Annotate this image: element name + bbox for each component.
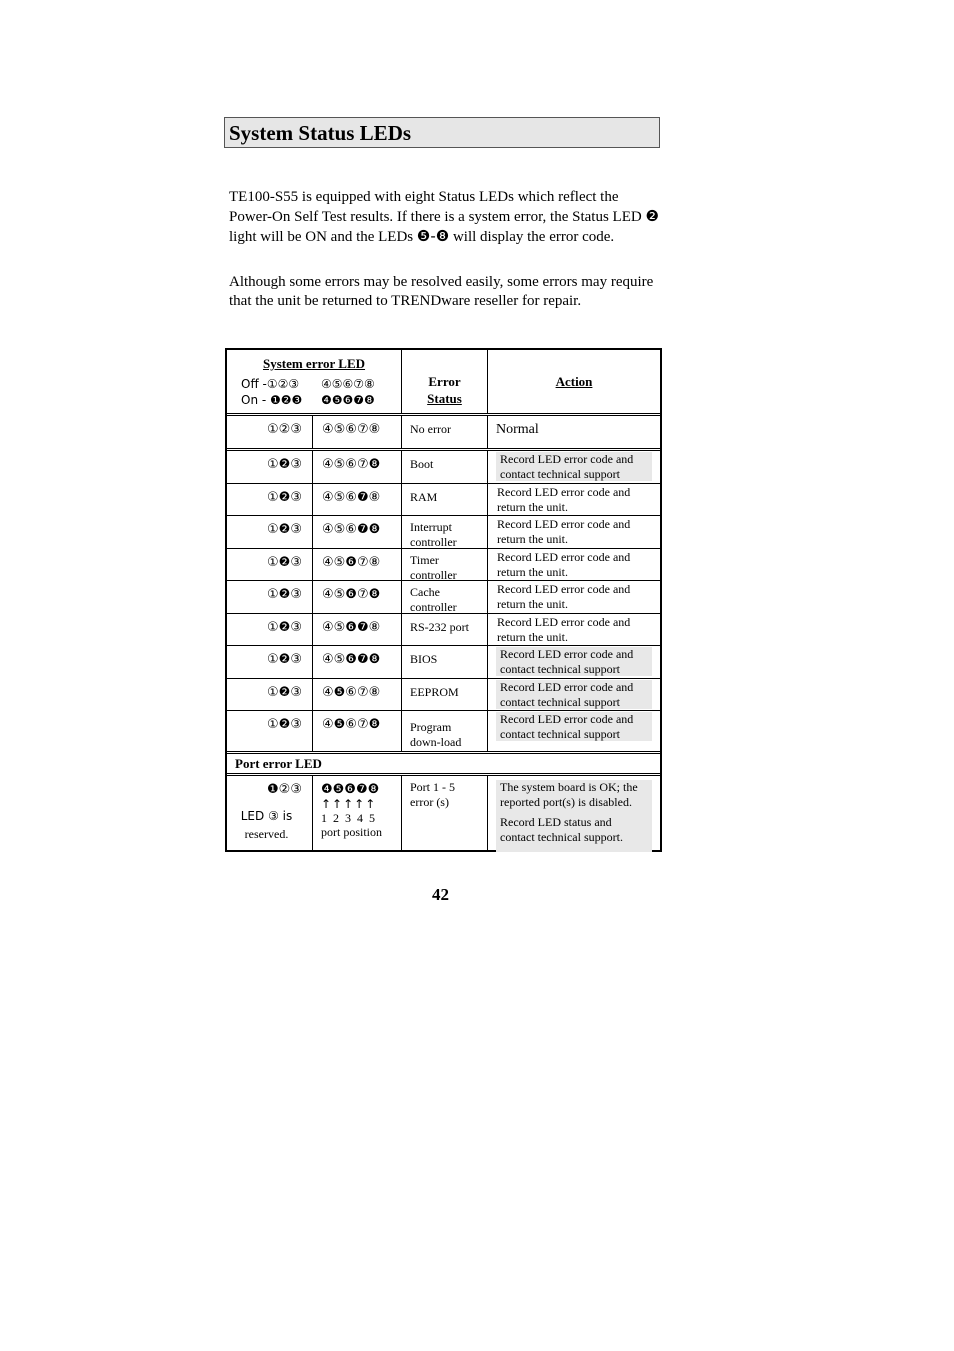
off-legend-leds: ④⑤⑥⑦⑧: [321, 377, 375, 391]
repair-paragraph: Although some errors may be resolved easily, some errors may require that the unit be returned to TRENDware reseller for repair.: [229, 274, 654, 309]
led-group-b: ④⑤❻⑦❽: [313, 581, 402, 615]
led-group-a: ①❷③: [227, 614, 313, 646]
title-box: [224, 117, 660, 148]
led-group-b: ④⑤⑥❼❽: [313, 516, 402, 550]
action-line-2: return the unit.: [497, 597, 568, 611]
system-error-led-label: System error LED: [262, 356, 366, 371]
intro-text-b: light will be ON and the LEDs: [229, 229, 417, 245]
port-led-group-b: [313, 776, 402, 852]
intro-paragraph: [229, 188, 659, 247]
error-status: No error: [402, 416, 488, 448]
led-group-b: ④❺⑥⑦❽: [313, 711, 402, 751]
action-header: Action: [555, 374, 593, 389]
status-line-1: Program: [410, 720, 452, 734]
off-legend: Off -①②③: [241, 377, 300, 391]
reserved-note-line-1: LED ③ is: [240, 809, 293, 823]
table-row: [227, 416, 660, 451]
port-status-line-2: error (s): [410, 795, 449, 809]
action-line-2: contact technical support: [500, 694, 620, 709]
led-group-a: ①❷③: [227, 549, 313, 583]
port-led-group-a: [227, 776, 313, 852]
led-group-b: ④⑤⑥⑦⑧: [313, 416, 402, 448]
table-row: [227, 646, 660, 679]
port-action-a2: reported port(s) is disabled.: [500, 795, 632, 809]
action-cell: [488, 581, 660, 615]
action-cell: [488, 516, 660, 550]
led-range-symbol: ❺-❽: [416, 227, 450, 245]
on-legend: On - ❶❷❸: [241, 393, 303, 407]
status-header-text: Status: [427, 391, 462, 406]
action-line-1: Record LED error code and: [497, 549, 631, 564]
led-group-b: ④⑤❻❼❽: [313, 646, 402, 678]
led-group-b: ④❺⑥⑦⑧: [313, 679, 402, 711]
table-row: [227, 516, 660, 549]
led-group-a: ①②③: [227, 416, 313, 448]
table-header-row: [227, 350, 660, 416]
port-error-led-label: Port error LED: [227, 754, 660, 776]
action-cell: [488, 484, 660, 516]
action-line-2: contact technical support: [500, 467, 620, 481]
error-status: [402, 549, 488, 583]
action-cell: [488, 549, 660, 583]
error-header-text: Error: [428, 374, 461, 389]
error-status: BIOS: [402, 646, 488, 678]
action-cell: [488, 646, 660, 678]
error-status-header: [402, 350, 488, 413]
action-line-2: return the unit.: [497, 532, 568, 546]
led-group-a: ①❷③: [227, 581, 313, 615]
on-legend-leds: ❹❺❻❼❽: [321, 393, 375, 407]
action-cell: [488, 614, 660, 646]
led-group-a: ①❷③: [227, 679, 313, 711]
action-line-1: Record LED error code and: [500, 679, 634, 694]
action-line-1: Record LED error code and: [497, 517, 631, 531]
port-led-a-symbols: ❶②③: [267, 782, 302, 797]
table-row: [227, 451, 660, 484]
action-cell: [488, 451, 660, 483]
error-status: RAM: [402, 484, 488, 516]
led-2-symbol: ❷: [645, 207, 659, 225]
action-line-1: Record LED error code and: [500, 712, 634, 726]
table-row: [227, 581, 660, 614]
status-line-2: controller: [410, 535, 457, 549]
reserved-note-line-2: reserved.: [244, 827, 289, 841]
led-group-a: ①❷③: [227, 516, 313, 550]
led-group-a: ①❷③: [227, 451, 313, 483]
status-line-1: Interrupt: [410, 520, 452, 534]
error-status: [402, 581, 488, 615]
port-position-label: port position: [321, 825, 383, 839]
action-line-2: contact technical support: [500, 662, 620, 676]
error-status: [402, 711, 488, 751]
action-line-1: Record LED error code and: [497, 484, 631, 499]
action-text: Normal: [496, 422, 539, 437]
led-group-b: ④⑤⑥❼⑧: [313, 484, 402, 516]
table-row: [227, 484, 660, 517]
port-arrows: ↑↑↑↑↑: [321, 797, 377, 811]
system-error-led-header: [227, 350, 402, 413]
action-line-2: contact technical support: [500, 727, 620, 741]
page-title: System Status LEDs: [229, 121, 412, 145]
intro-text-a: TE100-S55 is equipped with eight Status LEDs which reflect the Power-On Self Test results. If there is a system error, the Status LED: [229, 189, 646, 225]
led-group-b: ④⑤❻⑦⑧: [313, 549, 402, 583]
action-line-1: Record LED error code and: [497, 614, 631, 629]
port-positions: 1 2 3 4 5: [321, 811, 375, 825]
port-error-row: [227, 776, 660, 850]
action-line-2: return the unit.: [497, 499, 568, 514]
led-group-a: ①❷③: [227, 484, 313, 516]
port-status-line-1: Port 1 - 5: [410, 780, 455, 794]
table-row: [227, 679, 660, 712]
led-group-a: ①❷③: [227, 711, 313, 751]
action-line-1: Record LED error code and: [497, 582, 631, 596]
status-line-2: down-load: [410, 735, 462, 749]
led-group-b: ④⑤⑥⑦❽: [313, 451, 402, 483]
status-line-1: Cache: [410, 585, 440, 599]
port-action-b1: Record LED status and: [500, 815, 612, 829]
error-status: Boot: [402, 451, 488, 483]
error-status: EEPROM: [402, 679, 488, 711]
status-line-1: Timer: [410, 552, 439, 567]
led-group-a: ①❷③: [227, 646, 313, 678]
action-cell: [488, 679, 660, 711]
error-status: [402, 516, 488, 550]
status-led-table: [225, 348, 662, 852]
led-group-b: ④⑤❻❼⑧: [313, 614, 402, 646]
status-line-2: controller: [410, 600, 457, 614]
table-row: [227, 549, 660, 582]
action-line-2: return the unit.: [497, 564, 568, 579]
port-action-b2: contact technical support.: [500, 830, 623, 844]
port-error-status: [402, 776, 488, 852]
action-cell: [488, 711, 660, 751]
table-row: [227, 614, 660, 647]
port-led-b-symbols: ❹❺❻❼❽: [321, 782, 380, 797]
page-number: 42: [432, 885, 449, 904]
port-action-cell: [488, 776, 660, 852]
intro-text-c: will display the error code.: [449, 229, 615, 245]
status-line-2: controller: [410, 567, 457, 582]
action-line-1: Record LED error code and: [500, 647, 634, 661]
error-status: RS-232 port: [402, 614, 488, 646]
action-line-1: Record LED error code and: [500, 452, 634, 466]
action-line-2: return the unit.: [497, 629, 568, 644]
port-action-a1: The system board is OK; the: [500, 780, 638, 794]
table-row: [227, 711, 660, 754]
